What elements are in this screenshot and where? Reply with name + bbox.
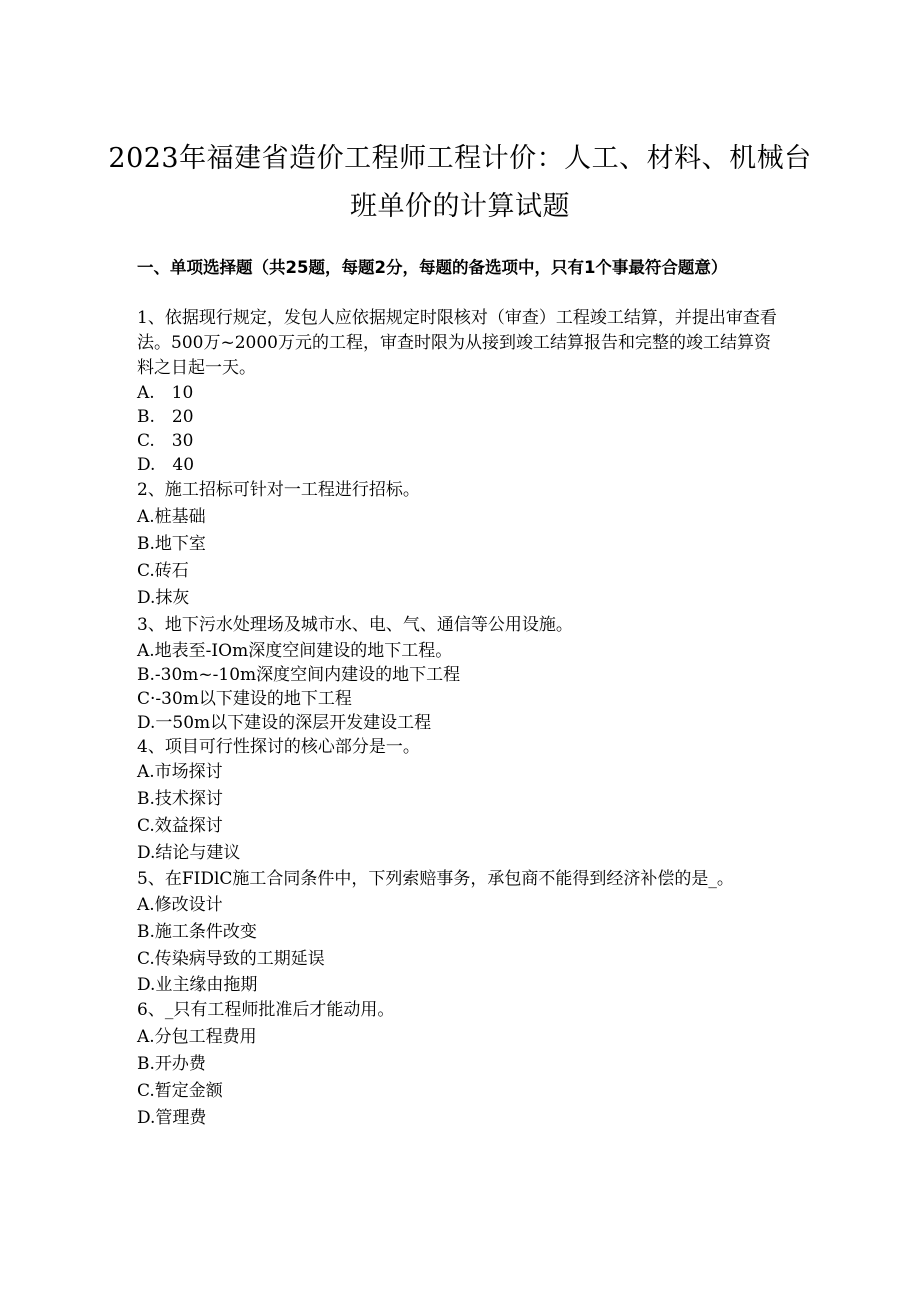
- question-1-option-b: B. 20: [137, 407, 194, 427]
- question-5-option-d: D.业主缘由拖期: [137, 975, 258, 995]
- question-list: [137, 306, 787, 1132]
- section-heading: 一、单项选择题（共25题，每题2分，每题的备选项中，只有1个事最符合题意）: [137, 258, 728, 277]
- question-1-stem: 1、依据现行规定，发包人应依据规定时限核对（审查）工程竣工结算，并提出审查看法。500万~2000万元的工程，审查时限为从接到竣工结算报告和完整的竣工结算资料之日起一天。: [137, 308, 777, 378]
- question-6-stem: 6、_只有工程师批准后才能动用。: [137, 1000, 395, 1020]
- question-2-stem: 2、施工招标可针对一工程进行招标。: [137, 480, 420, 500]
- question-4-option-c: C.效益探讨: [137, 816, 223, 836]
- question-2-option-b: B.地下室: [137, 534, 206, 554]
- question-4-option-b: B.技术探讨: [137, 789, 223, 809]
- question-5-option-c: C.传染病导致的工期延误: [137, 949, 325, 969]
- question-2-option-a: A.桩基础: [137, 507, 206, 527]
- question-3-option-a: A.地表至-IOm深度空间建设的地下工程。: [137, 641, 453, 661]
- question-4-stem: 4、项目可行性探讨的核心部分是一。: [137, 737, 420, 757]
- question-4-option-a: A.市场探讨: [137, 762, 223, 782]
- question-3-option-d: D.一50m以下建设的深层开发建设工程: [137, 713, 432, 733]
- question-6-option-d: D.管理费: [137, 1108, 207, 1128]
- question-1-option-d: D. 40: [137, 455, 195, 475]
- question-6-option-b: B.开办费: [137, 1054, 206, 1074]
- question-2-option-c: C.砖石: [137, 561, 189, 581]
- question-5-stem: 5、在FIDlC施工合同条件中，下列索赔事务，承包商不能得到经济补偿的是_。: [137, 869, 734, 889]
- question-6-option-c: C.暂定金额: [137, 1081, 223, 1101]
- question-4-option-d: D.结论与建议: [137, 843, 241, 863]
- question-5-option-b: B.施工条件改变: [137, 922, 257, 942]
- question-3-option-b: B.-30m~-10m深度空间内建设的地下工程: [137, 665, 461, 685]
- question-3-option-c: C·-30m以下建设的地下工程: [137, 689, 352, 709]
- question-2-option-d: D.抹灰: [137, 588, 190, 608]
- question-1-option-a: A. 10: [137, 383, 194, 403]
- question-3-stem: 3、地下污水处理场及城市水、电、气、通信等公用设施。: [137, 615, 573, 635]
- document-title-line-2: 班单价的计算试题: [350, 191, 570, 222]
- question-1-option-c: C. 30: [137, 431, 194, 451]
- question-5-option-a: A.修改设计: [137, 895, 223, 915]
- question-6-option-a: A.分包工程费用: [137, 1027, 257, 1047]
- document-title-line-1: 2023年福建省造价工程师工程计价：人工、材料、机械台: [108, 143, 812, 174]
